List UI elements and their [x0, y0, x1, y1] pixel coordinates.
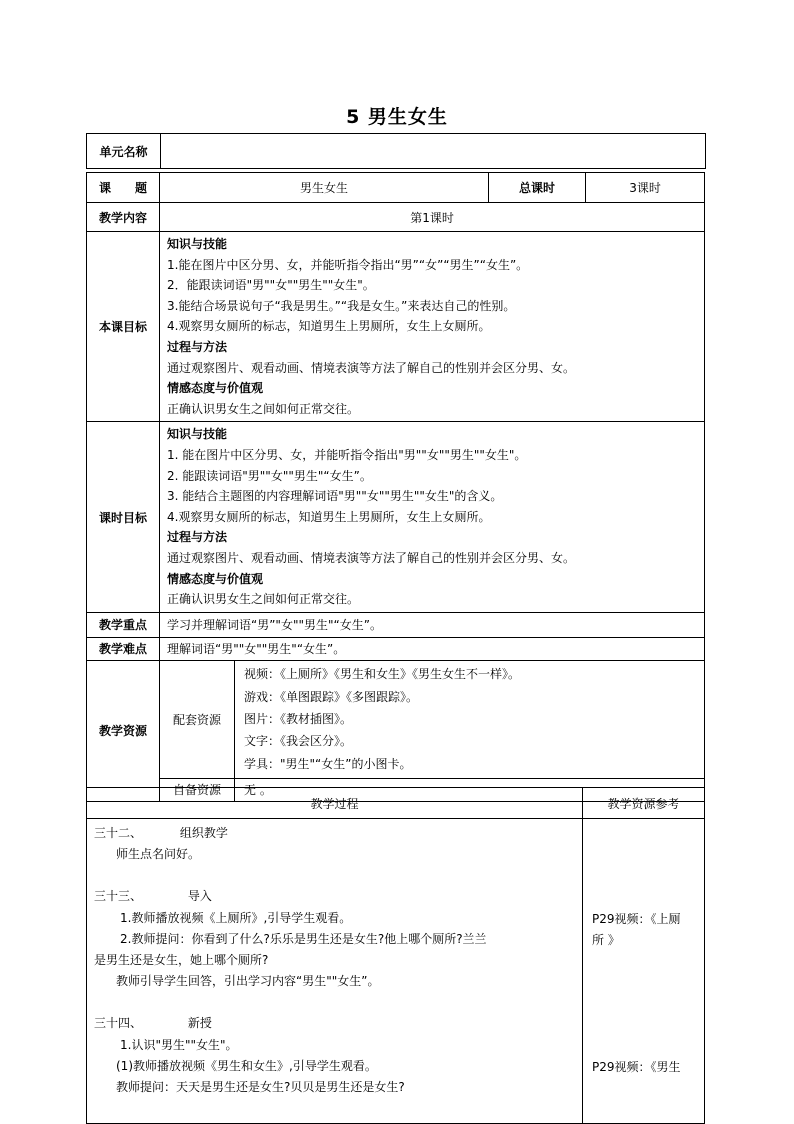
spacer: [94, 992, 582, 1013]
section-title: 导入: [187, 889, 212, 904]
period-goals-label: 课时目标: [87, 422, 160, 612]
course-row: [87, 173, 705, 203]
process-line: 师生点名问好。: [116, 847, 201, 862]
process-content-row: [87, 819, 705, 1124]
process-line: (1)教师播放视频《男生和女生》,引导学生观看。: [116, 1058, 377, 1073]
key-point-row: [87, 612, 705, 637]
resource-ref-line: 所 》: [592, 933, 620, 947]
own-resources-label: 自备资源: [160, 778, 235, 801]
teaching-process-table: [86, 787, 705, 1124]
section-heading: [94, 886, 582, 907]
unit-name-table: [86, 133, 706, 169]
difficulty-row: [87, 637, 705, 660]
lesson-goals-content: [160, 232, 705, 422]
content-row: [87, 203, 705, 232]
process-header: 教学过程: [87, 788, 583, 819]
section-title: 新授: [187, 1016, 212, 1031]
process-content: [87, 819, 583, 1124]
resource-ref-line: P29视频：《男生: [592, 1060, 681, 1074]
section-number: 三十二、: [94, 826, 143, 840]
section-heading: [94, 1013, 582, 1034]
lesson-goals-label: 本课目标: [87, 232, 160, 422]
difficulty-value: 理解词语“男""女""男生"“女生”。: [160, 637, 705, 660]
resource-item: 视频：《上厕所》《男生和女生》《男生女生不一样》。: [244, 667, 521, 682]
resources-row: [87, 660, 705, 778]
section-title: 组织教学: [179, 826, 228, 840]
process-header-row: [87, 788, 705, 819]
spacer: [592, 951, 704, 1057]
section-number: 三十四、: [94, 1016, 143, 1031]
goal-heading: 过程与方法: [167, 530, 228, 545]
total-hours-value: 3课时: [586, 173, 705, 203]
goal-heading: 过程与方法: [167, 339, 228, 354]
resource-item: 学具："男生"“女生”的小图卡。: [244, 756, 412, 771]
course-value: 男生女生: [160, 173, 489, 203]
goal-heading: 知识与技能: [167, 237, 228, 251]
unit-name-value: [161, 134, 706, 169]
process-line: 1.认识"男生""女生"。: [120, 1037, 238, 1052]
spacer: [94, 865, 582, 886]
goal-heading: 知识与技能: [167, 427, 228, 442]
process-line: 是男生还是女生，她上哪个厕所?: [94, 952, 269, 967]
difficulty-label: 教学难点: [87, 637, 160, 660]
period-goals-content: [160, 422, 705, 612]
goal-line: 正确认识男女生之间如何正常交往。: [167, 401, 360, 416]
section-number: 三十三、: [94, 889, 143, 904]
lesson-plan-table: [86, 172, 705, 802]
matching-resources-list: [235, 660, 705, 778]
goal-line: 2. 能跟读词语"男""女""男生"“女生”。: [167, 468, 372, 483]
resources-label: 教学资源: [87, 660, 160, 801]
period-goals-row: [87, 422, 705, 612]
goal-line: 通过观察图片、观看动画、情境表演等方法了解自己的性别并会区分男、女。: [167, 360, 576, 375]
course-label: 课 题: [87, 173, 160, 203]
resource-item: 文字：《我会区分》。: [244, 734, 353, 749]
content-value: 第1课时: [160, 203, 705, 232]
goal-line: 3. 能结合主题图的内容理解词语"男""女""男生""女生"的含义。: [167, 489, 503, 504]
own-resources-value: 无 。: [235, 778, 705, 801]
goal-line: 3.能结合场景说句子“我是男生。”“我是女生。”来表达自己的性别。: [167, 298, 516, 313]
process-line: 教师提问：天天是男生还是女生?贝贝是男生还是女生?: [116, 1079, 405, 1094]
goal-line: 4.观察男女厕所的标志，知道男生上男厕所，女生上女厕所。: [167, 319, 491, 334]
key-point-label: 教学重点: [87, 612, 160, 637]
goal-heading: 情感态度与价值观: [167, 571, 264, 586]
process-line: 教师引导学生回答，引出学习内容“男生""女生”。: [116, 974, 380, 989]
content-label: 教学内容: [87, 203, 160, 232]
resource-item: 图片：《教材插图》。: [244, 711, 353, 726]
unit-name-label: 单元名称: [87, 134, 161, 169]
total-hours-label: 总课时: [489, 173, 586, 203]
goal-line: 2．能跟读词语"男""女""男生""女生"。: [167, 278, 375, 293]
goal-line: 1.能在图片中区分男、女，并能听指令指出“男”“女”“男生”“女生”。: [167, 257, 529, 272]
goal-heading: 情感态度与价值观: [167, 381, 264, 396]
page-title: 5 男生女生: [346, 106, 448, 128]
resource-item: 游戏：《单图跟踪》《多图跟踪》。: [244, 689, 419, 704]
process-line: 1.教师播放视频《上厕所》,引导学生观看。: [120, 910, 352, 925]
key-point-value: 学习并理解词语“男”"女""男生"“女生”。: [160, 612, 705, 637]
goal-line: 1. 能在图片中区分男、女，并能听指令指出"男""女""男生""女生"。: [167, 447, 527, 462]
matching-resources-label: 配套资源: [160, 660, 235, 778]
section-heading: [94, 823, 582, 844]
resource-ref-line: P29视频：《上厕: [592, 912, 681, 926]
resource-ref-content: [583, 819, 705, 1124]
goal-line: 4.观察男女厕所的标志，知道男生上男厕所，女生上女厕所。: [167, 509, 491, 524]
resource-ref-header: 教学资源参考: [583, 788, 705, 819]
process-line: 2.教师提问：你看到了什么?乐乐是男生还是女生?他上哪个厕所?兰兰: [120, 931, 487, 946]
goal-line: 通过观察图片、观看动画、情境表演等方法了解自己的性别并会区分男、女。: [167, 550, 576, 565]
goal-line: 正确认识男女生之间如何正常交往。: [167, 592, 360, 607]
lesson-goals-row: [87, 232, 705, 422]
